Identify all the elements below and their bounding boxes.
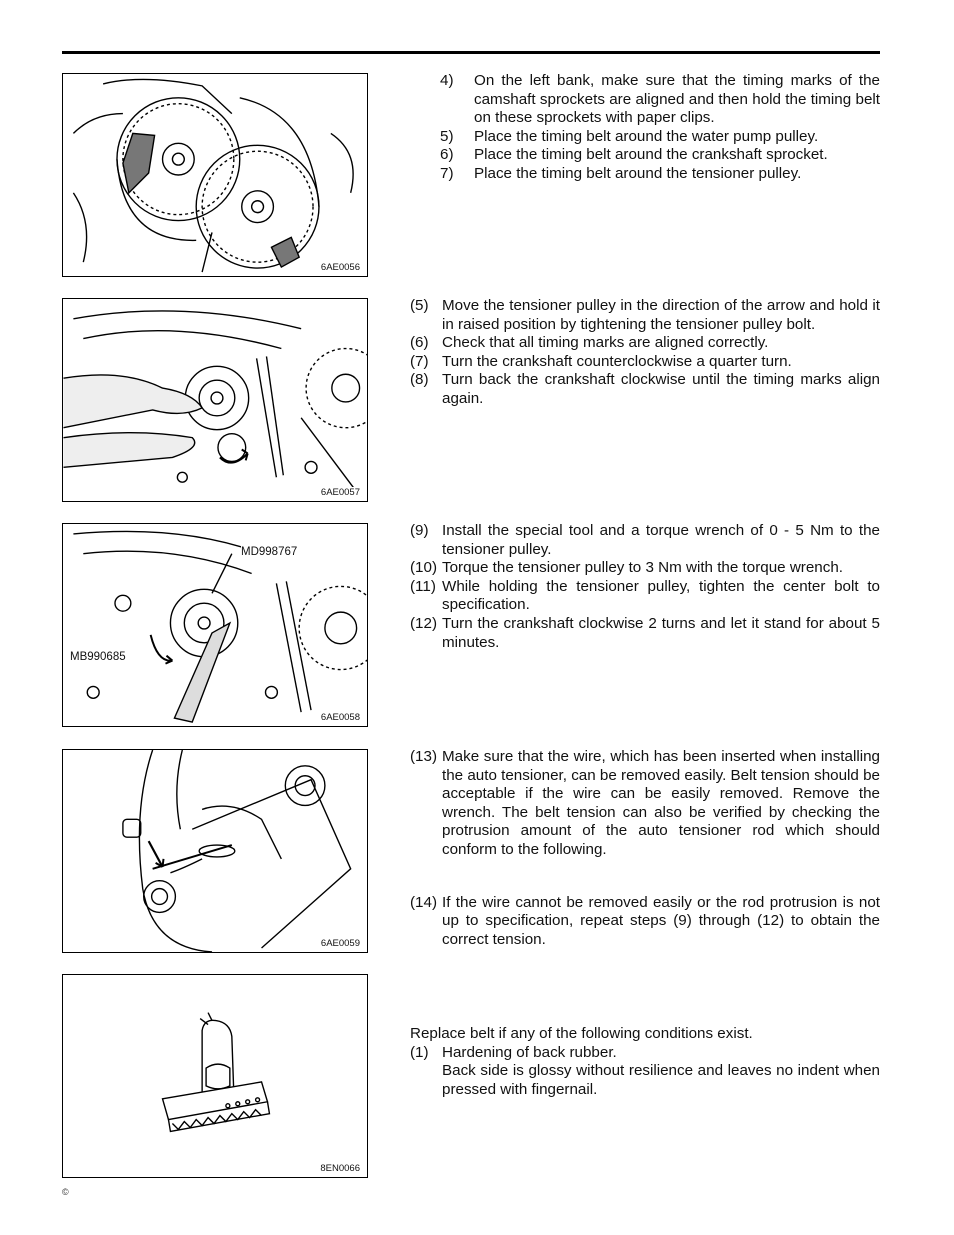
figure-code: 8EN0066 [320,1163,360,1174]
copyright-mark: © [62,1187,69,1197]
header-rule [62,51,880,54]
step-item: (7) Turn the crankshaft counterclockwise a quarter turn. [410,352,792,370]
instructions-wire-check [410,748,880,949]
special-tool-callout-mb990685: MB990685 [70,651,126,663]
step-item: (12) Turn the crankshaft clockwise 2 turns and let it stand for about 5 minutes. [410,614,880,651]
step-item: 4) On the left bank, make sure that the timing marks of the camshaft sprockets are aligned and then hold the timing belt on these sprockets with paper clips. [440,72,880,127]
figure-belt-fingernail [62,974,368,1178]
step-item: (1) Hardening of back rubber. [410,1043,617,1061]
step-item: (8) Turn back the crankshaft clockwise until the timing marks align again. [410,371,880,407]
step-item: 7) Place the timing belt around the tensioner pulley. [440,164,802,182]
instructions-torque [410,522,880,652]
belt-fingernail-illustration [63,975,367,1177]
instructions-left-bank [440,72,880,184]
figure-auto-tensioner-wire [62,749,368,953]
figure-code: 6AE0058 [320,712,360,723]
tensioner-pulley-hand-illustration [63,299,367,501]
step-item: (9) Install the special tool and a torque wrench of 0 - 5 Nm to the tensioner pulley. [410,522,880,558]
figure-code: 6AE0057 [320,487,360,498]
step-item: (5) Move the tensioner pulley in the direction of the arrow and hold it in raised position by tightening the tensioner pulley bolt. [410,297,880,333]
step-item: (14) If the wire cannot be removed easily or the rod protrusion is not up to specification, repeat steps (9) through (12) to obtain the correct tension. [410,893,880,948]
step-item: Back side is glossy without resilience and leaves no indent when pressed with fingernail. [442,1062,880,1098]
instructions-belt-inspection [410,1025,880,1099]
figure-code: 6AE0059 [320,938,360,949]
figure-tensioner-pulley-hand [62,298,368,502]
step-item: (11) While holding the tensioner pulley, tighten the center bolt to specification. [410,577,880,614]
auto-tensioner-wire-illustration [63,750,367,952]
camshaft-sprockets-illustration [63,74,367,276]
step-item: (10) Torque the tensioner pulley to 3 Nm with the torque wrench. [410,559,843,577]
figure-code: 6AE0056 [320,262,360,273]
step-item: 6) Place the timing belt around the crankshaft sprocket. [440,146,828,164]
step-item: 5) Place the timing belt around the water pump pulley. [440,127,819,145]
step-item: (13) Make sure that the wire, which has been inserted when installing the auto tensioner, can be removed easily. Belt tension should be acceptable if the wire can be easily removed. Remove the wrench. The belt tension can also be verified by checking the protrusion amount of the auto tensioner rod which should conform to the following. [410,748,880,858]
torque-wrench-illustration [63,524,367,726]
figure-camshaft-sprockets [62,73,368,277]
inspection-intro: Replace belt if any of the following conditions exist. [410,1025,753,1042]
step-item: (6) Check that all timing marks are aligned correctly. [410,334,769,352]
figure-tensioner-torque-wrench [62,523,368,727]
special-tool-callout-md998767: MD998767 [241,546,298,558]
instructions-tensioner-adjust [410,297,880,409]
